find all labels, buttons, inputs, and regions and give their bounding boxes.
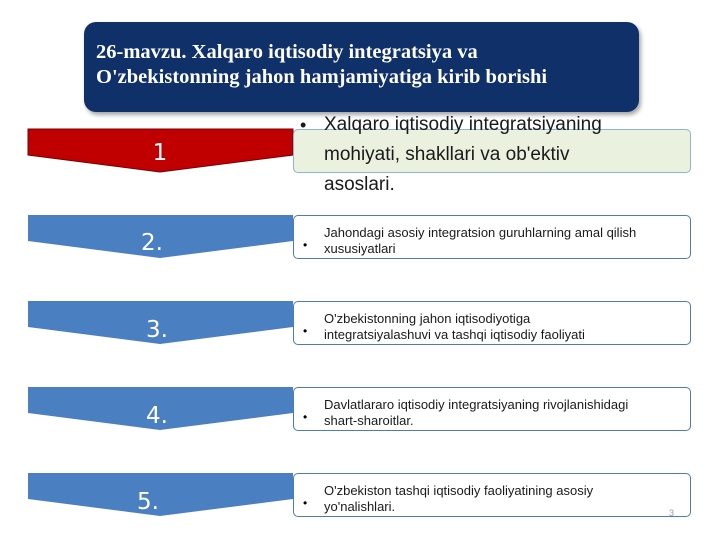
step-2-number: 2. bbox=[141, 230, 163, 256]
step-2-text bbox=[324, 225, 682, 257]
step-4-number: 4. bbox=[146, 403, 168, 429]
step-4-text bbox=[324, 397, 682, 429]
title-line-1: 26-mavzu. Xalqaro iqtisodiy integratsiya va bbox=[96, 41, 478, 63]
step-5-number: 5. bbox=[137, 489, 159, 515]
step-4-text-line2: shart-sharoitlar. bbox=[324, 413, 414, 428]
step-5-box bbox=[293, 473, 691, 517]
step-3-number: 3. bbox=[146, 317, 168, 343]
step-2-text-line1: Jahondagi asosiy integratsion guruhlarning amal qilish bbox=[324, 225, 637, 240]
step-3-text-line2: integratsiyalashuvi va tashqi iqtisodiy faoliyati bbox=[324, 327, 585, 342]
title-line-2: O'zbekistonning jahon hamjamiyatiga kirib borishi bbox=[96, 66, 548, 88]
step-3-text bbox=[324, 311, 682, 343]
step-2-text-line2: xususiyatlari bbox=[324, 241, 396, 256]
step-3-bullet: • bbox=[303, 324, 308, 338]
step-5-text-line2: yo'nalishlari. bbox=[324, 499, 396, 514]
slide-title bbox=[84, 22, 639, 112]
step-5-text bbox=[324, 483, 682, 515]
step-3-box bbox=[293, 301, 691, 345]
step-1-text bbox=[300, 110, 680, 200]
step-1-text-line2: mohiyati, shakllari va ob'ektiv bbox=[324, 144, 570, 165]
step-5-text-line1: O'zbekiston tashqi iqtisodiy faoliyatining asosiy bbox=[324, 483, 594, 498]
step-4-bullet: • bbox=[303, 410, 308, 424]
slide-number: 3 bbox=[669, 508, 675, 518]
step-5-bullet: • bbox=[303, 496, 308, 510]
step-1-number: 1 bbox=[152, 140, 168, 166]
step-4-text-line1: Davlatlararo iqtisodiy integratsiyaning rivojlanishidagi bbox=[324, 397, 629, 412]
step-1-text-line1: Xalqaro iqtisodiy integratsiyaning bbox=[324, 114, 602, 135]
step-1-bullet: • bbox=[300, 115, 307, 135]
step-4-box bbox=[293, 387, 691, 431]
step-2-bullet: • bbox=[303, 238, 308, 252]
step-3-text-line1: O'zbekistonning jahon iqtisodiyotiga bbox=[324, 311, 531, 326]
step-1-text-line3: asoslari. bbox=[324, 174, 395, 195]
step-2-box bbox=[293, 215, 691, 259]
